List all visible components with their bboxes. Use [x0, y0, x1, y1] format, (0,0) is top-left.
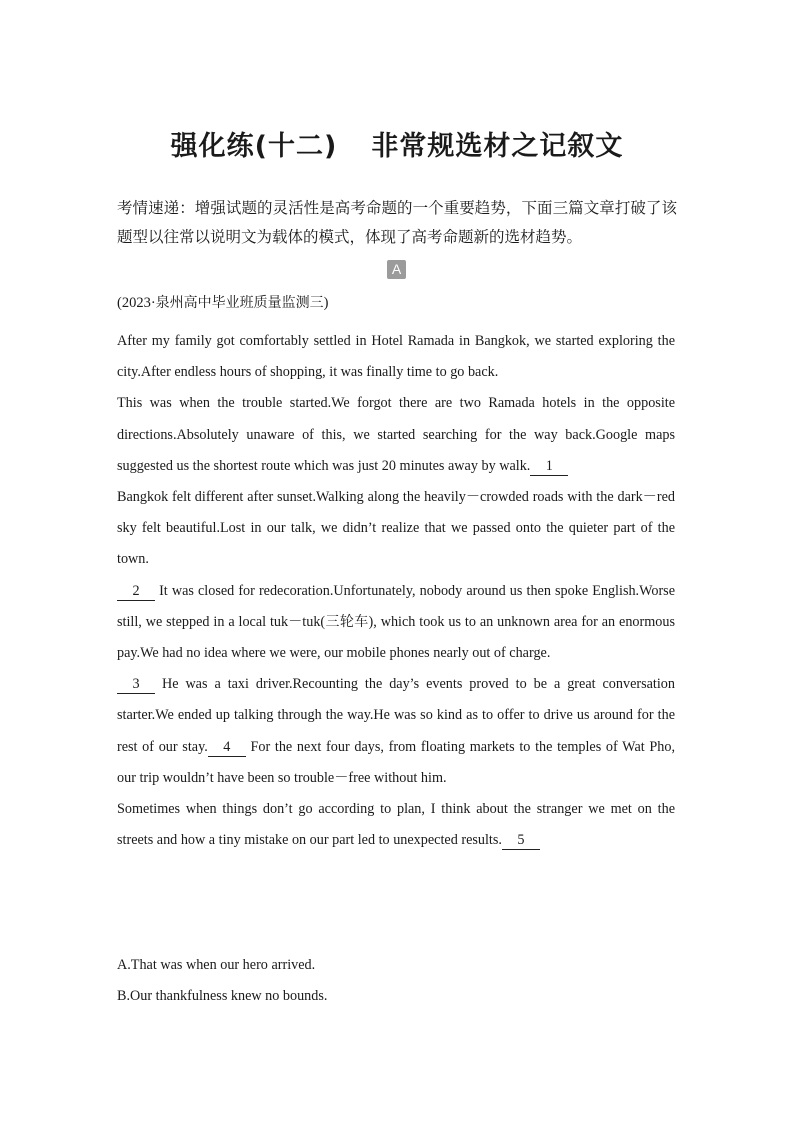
paragraph-3: Bangkok felt different after sunset.Walking along the heavily－crowded roads with the dark－red sky felt beautiful.Lost in our talk, we didn’t realize that we passed onto the quieter part of the town. — [117, 489, 675, 568]
paragraph-2-text: This was when the trouble started.We forgot there are two Ramada hotels in the opposite directions.Absolutely unaware of this, we started searching for the way back.Google maps suggested us the shortest route which was just 20 minutes away by walk. — [117, 395, 675, 474]
option-b: B.Our thankfulness knew no bounds. — [117, 988, 328, 1005]
source-name: 泉州高中毕业班质量监测三 — [155, 295, 324, 311]
paragraph-1: After my family got comfortably settled in Hotel Ramada in Bangkok, we started exploring the city.After endless hours of shopping, it was finally time to go back. — [117, 333, 675, 381]
paragraph-4-text-b: ), which took us to an unknown area for an enormous pay.We had no idea where we were, our mobile phones nearly out of charge. — [117, 613, 675, 662]
option-a: A.That was when our hero arrived. — [117, 957, 316, 973]
paragraph-5-text-a: He was a taxi driver.Recounting the day’s events proved to be a great conversation starter.We ended up talking through the way.He was so kind as to offer to drive us around for the rest of our stay. — [117, 676, 675, 755]
title-right: 非常规选材之记叙文 — [371, 131, 624, 162]
paragraph-4-cn: 三轮车 — [325, 613, 369, 630]
paragraph-2 — [117, 388, 675, 482]
exam-intro: 考情速递：增强试题的灵活性是高考命题的一个重要趋势，下面三篇文章打破了该题型以往常以说明文为载体的模式，体现了高考命题新的选材趋势。 — [117, 199, 677, 246]
title-left: 强化练(十二) — [170, 131, 338, 162]
page-title — [0, 124, 794, 163]
section-badge: A — [387, 260, 406, 279]
paragraph-4-text-a: It was closed for redecoration.Unfortunately, nobody around us then spoke English.Worse still, we stepped in a local tuk－tuk( — [117, 582, 675, 630]
blank-3: 3 — [117, 675, 155, 694]
source-line — [117, 292, 329, 312]
source-open: (2023· — [117, 295, 156, 311]
paragraph-5 — [117, 669, 675, 794]
paragraph-4 — [117, 576, 675, 670]
blank-1: 1 — [530, 457, 568, 476]
passage — [117, 326, 675, 856]
blank-5: 5 — [502, 831, 540, 850]
source-close: ) — [323, 295, 329, 311]
blank-2: 2 — [117, 582, 155, 601]
answer-options — [117, 950, 675, 1012]
paragraph-5-text-b: For the next four days, from floating markets to the temples of Wat Pho, our trip wouldn’t have been so trouble－free without him. — [117, 738, 676, 786]
paragraph-6-text: Sometimes when things don’t go according to plan, I think about the stranger we met on the streets and how a tiny mistake on our part led to unexpected results. — [117, 801, 675, 849]
paragraph-6 — [117, 794, 675, 856]
blank-4: 4 — [208, 738, 246, 757]
